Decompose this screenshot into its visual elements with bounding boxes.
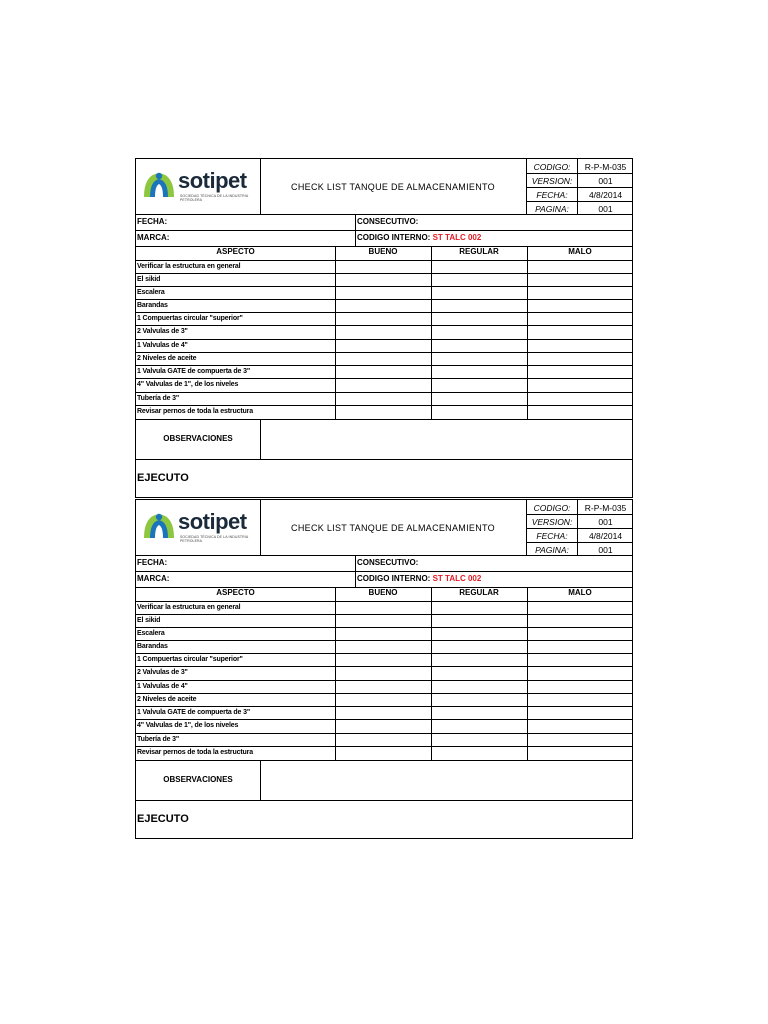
meta-value: 4/8/2014 bbox=[588, 531, 623, 541]
logo-wordmark: sotipet bbox=[178, 168, 247, 193]
grid-line bbox=[136, 653, 633, 654]
grid-line bbox=[136, 693, 633, 694]
checklist-item: Escalera bbox=[137, 630, 165, 637]
codigo-interno bbox=[357, 575, 481, 583]
grid-line bbox=[136, 666, 633, 667]
checklist-item: Revisar pernos de toda la estructura bbox=[137, 749, 253, 756]
grid-line bbox=[136, 352, 633, 353]
grid-line bbox=[136, 230, 633, 231]
grid-line bbox=[335, 246, 336, 419]
grid-line bbox=[431, 246, 432, 419]
grid-line bbox=[136, 459, 633, 460]
grid-line bbox=[136, 312, 633, 313]
grid-line bbox=[136, 601, 633, 602]
meta-value: 4/8/2014 bbox=[588, 190, 623, 200]
fecha-label: FECHA: bbox=[137, 558, 168, 567]
checklist-item: 1 Compuertas circular "superior" bbox=[137, 315, 243, 322]
logo-tagline: SOCIEDAD TÉCNICA DE LA INDUSTRIA PETROLERA bbox=[180, 194, 249, 202]
column-header: MALO bbox=[568, 588, 592, 597]
checklist-item: 2 Niveles de aceite bbox=[137, 355, 197, 362]
meta-label: FECHA: bbox=[536, 531, 568, 541]
meta-label: VERSION: bbox=[531, 517, 573, 527]
consecutivo-label: CONSECUTIVO: bbox=[357, 558, 419, 567]
form-title: CHECK LIST TANQUE DE ALMACENAMIENTO bbox=[291, 182, 495, 192]
grid-line bbox=[136, 640, 633, 641]
grid-line bbox=[136, 706, 633, 707]
grid-line bbox=[136, 392, 633, 393]
grid-line bbox=[335, 587, 336, 760]
checklist-item: Barandas bbox=[137, 643, 168, 650]
grid-line bbox=[260, 419, 261, 459]
checklist-item: 1 Valvula GATE de compuerta de 3" bbox=[137, 368, 251, 375]
ejecuto-label: EJECUTO bbox=[137, 813, 189, 825]
grid-line bbox=[526, 528, 633, 529]
grid-line bbox=[136, 299, 633, 300]
checklist-item: 4" Valvulas de 1", de los niveles bbox=[137, 722, 239, 729]
grid-line bbox=[136, 378, 633, 379]
codigo-interno-value: ST TALC 002 bbox=[432, 574, 482, 583]
logo-tagline: SOCIEDAD TÉCNICA DE LA INDUSTRIA PETROLERA bbox=[180, 535, 249, 543]
column-header: BUENO bbox=[368, 247, 398, 256]
grid-line bbox=[526, 514, 633, 515]
grid-line bbox=[136, 746, 633, 747]
grid-line bbox=[526, 542, 633, 543]
checklist-item: Barandas bbox=[137, 302, 168, 309]
company-logo bbox=[142, 167, 260, 201]
grid-line bbox=[136, 555, 633, 556]
grid-line bbox=[136, 365, 633, 366]
checklist-item: Escalera bbox=[137, 289, 165, 296]
grid-line bbox=[526, 173, 633, 174]
column-header: BUENO bbox=[368, 588, 398, 597]
sotipet-logo-icon bbox=[142, 510, 176, 540]
grid-line bbox=[526, 201, 633, 202]
meta-value: 001 bbox=[598, 176, 613, 186]
fecha-label: FECHA: bbox=[137, 217, 168, 226]
grid-line bbox=[136, 719, 633, 720]
codigo-interno-label: CODIGO INTERNO: bbox=[357, 574, 431, 583]
checklist-item: El sikid bbox=[137, 617, 161, 624]
codigo-interno-label: CODIGO INTERNO: bbox=[357, 233, 431, 242]
checklist-item: Verificar la estructura en general bbox=[137, 263, 241, 270]
checklist-item: Tubería de 3" bbox=[137, 395, 180, 402]
checklist-item: Revisar pernos de toda la estructura bbox=[137, 408, 253, 415]
meta-value: R-P-M-035 bbox=[584, 503, 627, 513]
checklist-item: 1 Compuertas circular "superior" bbox=[137, 656, 243, 663]
meta-label: PAGINA: bbox=[535, 545, 569, 555]
checklist-item: 1 Valvulas de 4" bbox=[137, 683, 188, 690]
column-header: ASPECTO bbox=[216, 588, 255, 597]
logo-wordmark: sotipet bbox=[178, 509, 247, 534]
grid-line bbox=[136, 286, 633, 287]
meta-label: VERSION: bbox=[531, 176, 573, 186]
grid-line bbox=[260, 760, 261, 800]
company-logo bbox=[142, 508, 260, 542]
checklist-item: 4" Valvulas de 1", de los niveles bbox=[137, 381, 239, 388]
meta-label: FECHA: bbox=[536, 190, 568, 200]
grid-line bbox=[136, 273, 633, 274]
codigo-interno-value: ST TALC 002 bbox=[432, 233, 482, 242]
ejecuto-label: EJECUTO bbox=[137, 472, 189, 484]
grid-line bbox=[527, 587, 528, 760]
grid-line bbox=[136, 614, 633, 615]
grid-line bbox=[136, 627, 633, 628]
checklist-item: 2 Niveles de aceite bbox=[137, 696, 197, 703]
checklist-item: 1 Valvulas de 4" bbox=[137, 342, 188, 349]
meta-value: R-P-M-035 bbox=[584, 162, 627, 172]
grid-line bbox=[136, 339, 633, 340]
meta-value: 001 bbox=[598, 517, 613, 527]
grid-line bbox=[526, 187, 633, 188]
marca-label: MARCA: bbox=[137, 574, 170, 583]
checklist-item: Tubería de 3" bbox=[137, 736, 180, 743]
checklist-item: Verificar la estructura en general bbox=[137, 604, 241, 611]
checklist-item: 2 Valvulas de 3" bbox=[137, 669, 188, 676]
grid-line bbox=[136, 325, 633, 326]
column-header: ASPECTO bbox=[216, 247, 255, 256]
checklist-form bbox=[135, 499, 633, 839]
grid-line bbox=[136, 733, 633, 734]
consecutivo-label: CONSECUTIVO: bbox=[357, 217, 419, 226]
grid-line bbox=[136, 260, 633, 261]
grid-line bbox=[136, 405, 633, 406]
meta-label: CODIGO: bbox=[533, 503, 571, 513]
checklist-item: 1 Valvula GATE de compuerta de 3" bbox=[137, 709, 251, 716]
column-header: REGULAR bbox=[459, 588, 499, 597]
meta-label: PAGINA: bbox=[535, 204, 569, 214]
observaciones-label: OBSERVACIONES bbox=[163, 775, 233, 784]
grid-line bbox=[431, 587, 432, 760]
checklist-item: 2 Valvulas de 3" bbox=[137, 328, 188, 335]
grid-line bbox=[136, 571, 633, 572]
checklist-item: El sikid bbox=[137, 276, 161, 283]
grid-line bbox=[136, 760, 633, 761]
grid-line bbox=[136, 214, 633, 215]
codigo-interno bbox=[357, 234, 481, 242]
sotipet-logo-icon bbox=[142, 169, 176, 199]
meta-value: 001 bbox=[598, 545, 613, 555]
checklist-form bbox=[135, 158, 633, 498]
observaciones-label: OBSERVACIONES bbox=[163, 434, 233, 443]
grid-line bbox=[136, 419, 633, 420]
form-title: CHECK LIST TANQUE DE ALMACENAMIENTO bbox=[291, 523, 495, 533]
column-header: MALO bbox=[568, 247, 592, 256]
meta-value: 001 bbox=[598, 204, 613, 214]
column-header: REGULAR bbox=[459, 247, 499, 256]
meta-label: CODIGO: bbox=[533, 162, 571, 172]
grid-line bbox=[136, 680, 633, 681]
grid-line bbox=[136, 800, 633, 801]
grid-line bbox=[527, 246, 528, 419]
marca-label: MARCA: bbox=[137, 233, 170, 242]
